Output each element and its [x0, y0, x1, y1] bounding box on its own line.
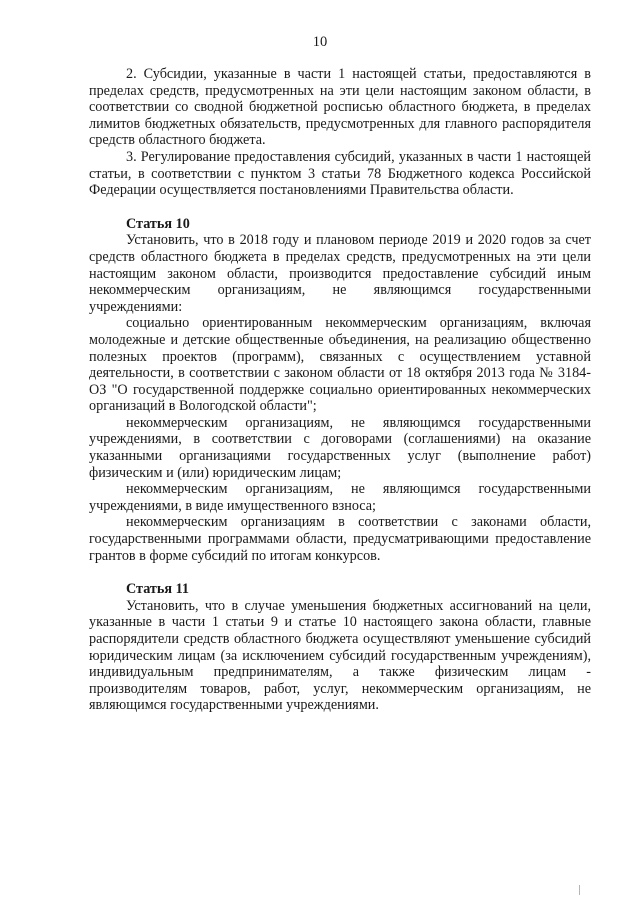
page-number: 10 — [312, 34, 328, 50]
paragraph-article-10-item-1: социально ориентированным некоммерческим организациям, включая молодежные и детские общественные объединения, на реализацию общественно полезных проектов (программ), связанных с осуществлением уставной деятельности, в соответствии с законом области от 18 октября 2013 года № 3184-ОЗ "О государственной поддержке социально ориентированных некоммерческих организаций в Вологодской области"; — [89, 315, 591, 415]
article-11-heading: Статья 11 — [126, 581, 190, 598]
paragraph-article-10-item-4: некоммерческим организациям в соответствии с законами области, государственными программами области, предусматривающими предоставление грантов в форме субсидий по итогам конкурсов. — [89, 514, 591, 564]
paragraph-article-10-intro: Установить, что в 2018 году и плановом периоде 2019 и 2020 годов за счет средств областного бюджета в пределах средств, предусмотренных на эти цели настоящим законом области, производится предоставление субсидий иным некоммерческим организациям, не являющимся государственными учреждениями: — [89, 232, 591, 315]
paragraph-subsidies-regulation: 3. Регулирование предоставления субсидий, указанных в части 1 настоящей статьи, в соответствии с пунктом 3 статьи 78 Бюджетного кодекса Российской Федерации осуществляется постановлениями Правительства области. — [89, 148, 591, 199]
scan-mark — [579, 885, 580, 895]
paragraph-subsidies-limits: 2. Субсидии, указанные в части 1 настоящей статьи, предоставляются в пределах средств, предусмотренных на эти цели настоящим законом области, в соответствии со сводной бюджетной росписью областного бюджета, в пределах лимитов бюджетных обязательств, предусмотренных для главного распорядителя средств областного бюджета. — [89, 66, 591, 149]
paragraph-article-10-item-2: некоммерческим организациям, не являющимся государственными учреждениями, в соответствии с договорами (соглашениями) на оказание указанными организациями государственных услуг (выполнение работ) физическим и (или) юридическим лицам; — [89, 414, 591, 481]
document-body — [89, 66, 591, 714]
article-10-heading: Статья 10 — [126, 215, 190, 232]
paragraph-article-11-body: Установить, что в случае уменьшения бюджетных ассигнований на цели, указанные в части 1 статьи 9 и статье 10 настоящего закона области, главные распорядители средств областного бюджета осуществляют уменьшение субсидий юридическим лицам (за исключением субсидий государственным учреждениям), индивидуальным предпринимателям, а также физическим лицам - производителям товаров, работ, услуг, некоммерческим организациям, не являющимся государственными учреждениями. — [89, 597, 591, 714]
paragraph-article-10-item-3: некоммерческим организациям, не являющимся государственными учреждениями, в виде имущественного взноса; — [89, 481, 591, 514]
